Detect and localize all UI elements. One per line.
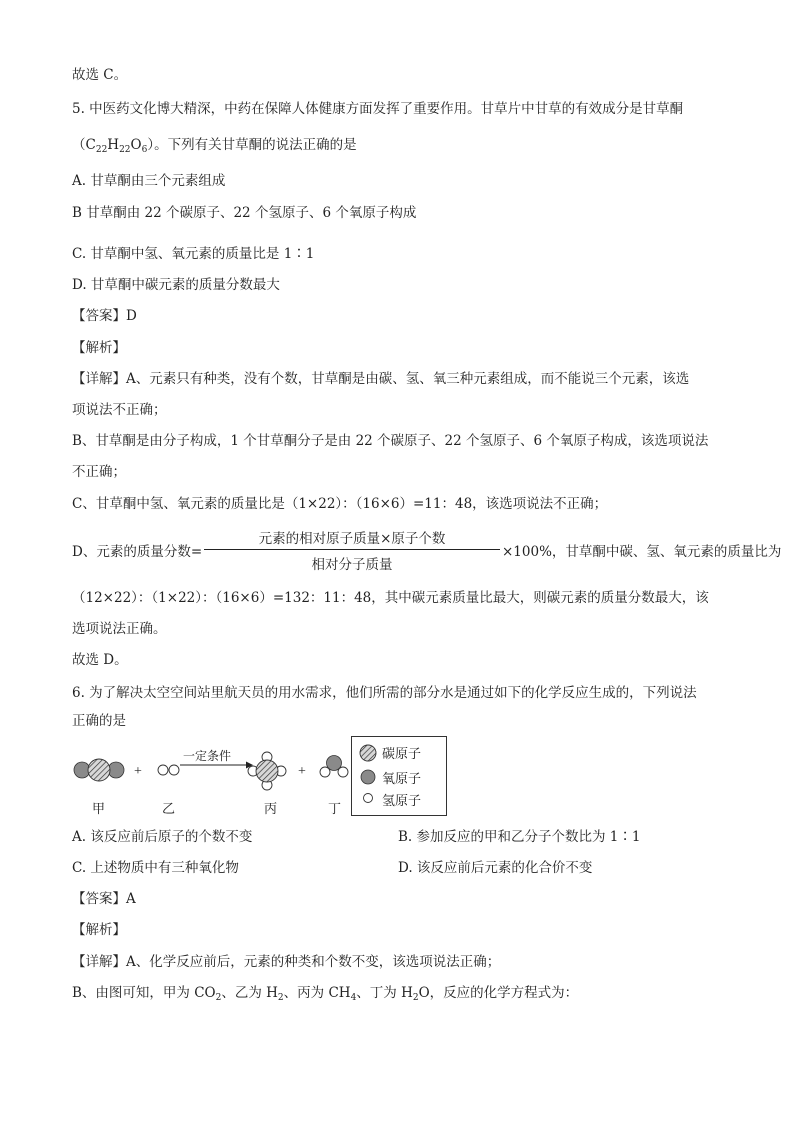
detail-b: B、甘草酮是由分子构成，1 个甘草酮分子是由 22 个碳原子、22 个氢原子、6 个氧原子构成，该选项说法 xyxy=(72,433,709,449)
h2-molecule xyxy=(158,765,179,775)
q6-analysis-label: 【解析】 xyxy=(72,922,126,938)
detail-a: 【详解】A、元素只有种类，没有个数，甘草酮是由碳、氢、氧三种元素组成，而不能说三个元素，该选 xyxy=(72,371,690,387)
analysis-label: 【解析】 xyxy=(72,340,126,356)
molecule-figures xyxy=(70,735,350,795)
label-jia: 甲 xyxy=(92,802,106,817)
reaction-diagram xyxy=(70,735,450,825)
q6-option-d: D. 该反应前后元素的化合价不变 xyxy=(398,860,593,876)
detail-b-cont: 不正确； xyxy=(72,464,126,480)
detail-d-cont: （12×22）：（1×22）：（16×6）=132：11：48，其中碳元素质量比最大，则碳元素的质量分数最大，该 xyxy=(72,590,709,606)
answer-conclusion: 故选 D。 xyxy=(72,652,128,668)
option-c: C. 甘草酮中氢、氧元素的质量比是 1∶1 xyxy=(72,246,315,262)
question-5-stem: 5. 中医药文化博大精深，中药在保障人体健康方面发挥了重要作用。甘草片中甘草的有效成分是甘草酮 xyxy=(72,101,684,117)
fraction-bar xyxy=(204,549,500,550)
option-d: D. 甘草酮中碳元素的质量分数最大 xyxy=(72,277,280,293)
option-b: B 甘草酮由 22 个碳原子、22 个氢原子、6 个氧原子构成 xyxy=(72,205,417,221)
detail-a-cont: 项说法不正确； xyxy=(72,402,167,418)
formula-tail: ×100%，甘草酮中碳、氢、氧元素的质量比为 xyxy=(502,544,782,560)
hydrogen-atom-icon xyxy=(364,794,373,803)
carbon-atom-icon xyxy=(360,745,376,761)
h2o-molecule xyxy=(320,756,348,778)
option-a: A. 甘草酮由三个元素组成 xyxy=(72,173,226,189)
legend-hydrogen: 氢原子 xyxy=(382,794,422,809)
reaction-condition: 一定条件 xyxy=(183,749,232,763)
q6-detail-a: 【详解】A、化学反应前后，元素的种类和个数不变，该选项说法正确； xyxy=(72,954,501,970)
formula-numerator: 元素的相对原子质量×原子个数 xyxy=(258,531,446,547)
label-yi: 乙 xyxy=(162,802,176,817)
chemical-formula: $C_{22}H_{22}O_6$ xyxy=(85,137,148,155)
atom-legend xyxy=(351,736,447,816)
q6-option-c: C. 上述物质中有三种氧化物 xyxy=(72,860,239,876)
detail-c: C、甘草酮中氢、氧元素的质量比是（1×22）：（16×6）=11：48，该选项说法不正确； xyxy=(72,496,608,512)
formula-label: D、元素的质量分数= xyxy=(72,544,203,560)
question-6-stem-2: 正确的是 xyxy=(72,713,126,729)
q6-answer-label: 【答案】A xyxy=(72,891,136,907)
legend-symbols xyxy=(352,737,382,815)
plus-sign-1: + xyxy=(134,764,142,779)
ch4-molecule xyxy=(248,752,286,790)
oxygen-atom-icon xyxy=(361,770,375,784)
q6-detail-b: B、由图可知，甲为 $CO_2$、乙为 $H_2$、丙为 $CH_4$、丁为 $H_2O$，反应的化学方程式为： xyxy=(72,985,579,1003)
label-bing: 丙 xyxy=(264,802,278,817)
formula-denominator: 相对分子质量 xyxy=(311,557,393,573)
label-ding: 丁 xyxy=(328,802,342,817)
legend-carbon: 碳原子 xyxy=(382,747,422,762)
q6-option-b: B. 参加反应的甲和乙分子个数比为 1∶1 xyxy=(398,829,641,845)
detail-d-cont-2: 选项说法正确。 xyxy=(72,621,167,637)
co2-molecule xyxy=(74,759,124,781)
legend-oxygen: 氧原子 xyxy=(382,772,422,787)
prev-answer-conclusion: 故选 C。 xyxy=(72,67,128,83)
question-5-stem-2: $(C_{22}H_{22}O_6)$。下列有关甘草酮的说法正确的是 xyxy=(72,137,357,155)
answer-label: 【答案】D xyxy=(72,308,137,324)
q6-option-a: A. 该反应前后原子的个数不变 xyxy=(72,829,253,845)
question-6-stem: 6. 为了解决太空空间站里航天员的用水需求，他们所需的部分水是通过如下的化学反应生成的，下列说法 xyxy=(72,685,697,701)
plus-sign-2: + xyxy=(298,764,306,779)
